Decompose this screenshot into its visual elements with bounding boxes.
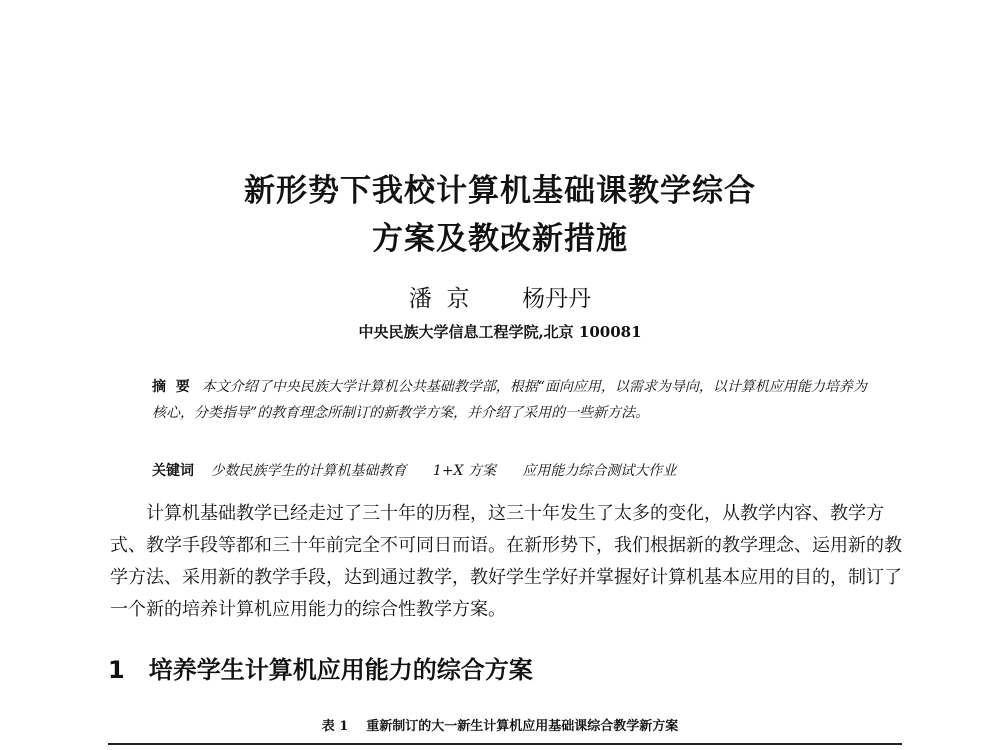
table-label: 表 1 (321, 719, 349, 734)
paper-title-line-1: 新形势下我校计算机基础课教学综合 (244, 173, 756, 209)
keywords-label: 关键词 (152, 463, 194, 479)
abstract (152, 374, 872, 426)
table-top-rule (108, 743, 902, 745)
section-title: 培养学生计算机应用能力的综合方案 (148, 656, 533, 684)
paper-title-line-2: 方案及教改新措施 (372, 221, 628, 257)
keyword: 1+X 方案 (432, 463, 496, 479)
intro-paragraph: 计算机基础教学已经走过了三十年的历程，这三十年发生了太多的变化，从教学内容、教学方式、教学手段等都和三十年前完全不可同日而语。在新形势下，我们根据新的教学理念、运用新的教学方法、采用新的教学手段，达到通过教学，教好学生学好并掌握好计算机基本应用的目的，制订了一个新的培养计算机应用能力的综合性教学方案。 (110, 503, 902, 620)
table-caption-text: 重新制订的大一新生计算机应用基础课综合教学新方案 (366, 719, 679, 734)
abstract-label: 摘 要 (152, 379, 190, 395)
keywords (152, 460, 698, 480)
author-affiliation: 中央民族大学信息工程学院,北京 100081 (358, 323, 642, 341)
author-name: 杨丹丹 (522, 286, 592, 312)
section-heading (108, 650, 533, 685)
abstract-text: 本文介绍了中央民族大学计算机公共基础教学部，根据“面向应用，以需求为导向，以计算机应用能力培养为核心，分类指导”的教育理念所制订的新教学方案，并介绍了采用的一些新方法。 (152, 379, 867, 421)
author-list (0, 280, 1000, 313)
author-name: 潘 京 (408, 286, 470, 312)
section-number: 1 (108, 656, 125, 684)
table-caption (0, 715, 1000, 734)
keyword: 应用能力综合测试大作业 (522, 463, 677, 479)
keyword: 少数民族学生的计算机基础教育 (210, 463, 407, 479)
